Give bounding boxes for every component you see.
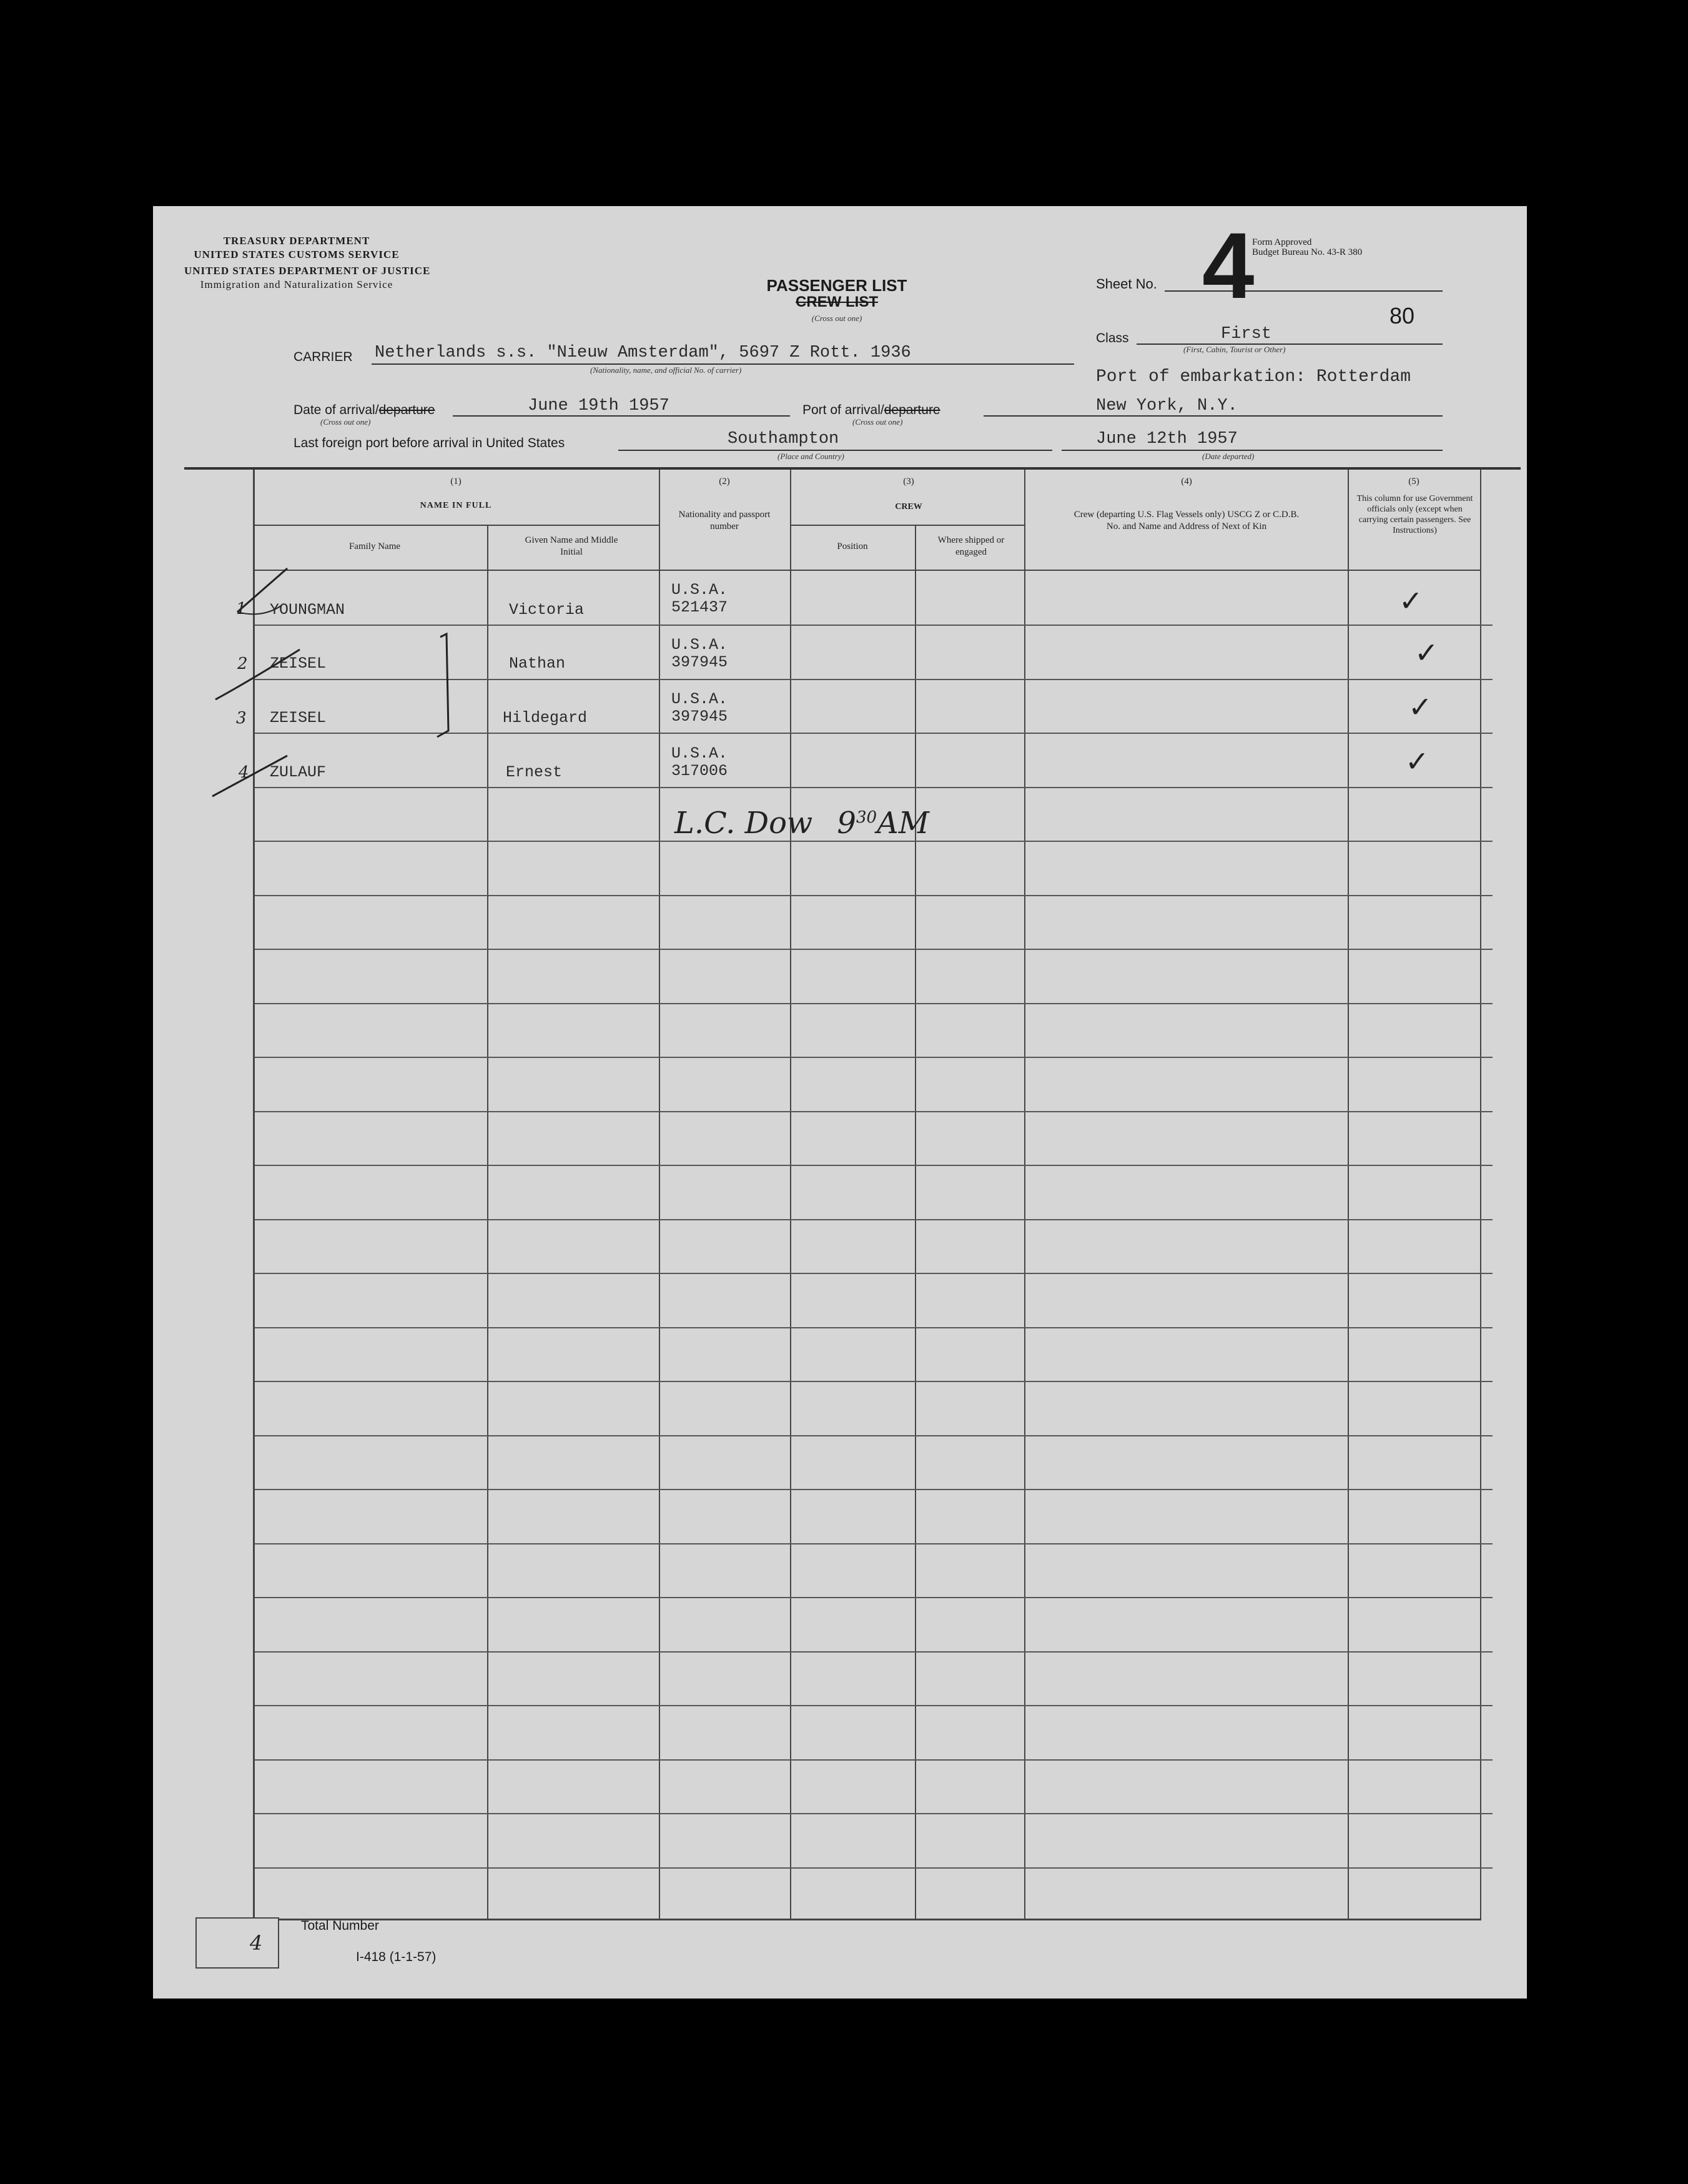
row-line [255,841,1493,842]
row-line [255,1165,1493,1166]
table-bottom-rule [253,1919,1481,1920]
dept-line: Immigration and Naturalization Service [200,279,393,290]
handwritten-marks [200,550,450,812]
given-name: Hildegard [503,709,588,727]
col2-num: (2) [719,477,730,487]
col4-num: (4) [1181,477,1192,487]
port-value: New York, N.Y. [1096,397,1238,415]
date-label-struck: departure [378,403,435,417]
row-line [255,1273,1493,1274]
row-line [255,949,1493,950]
form-sheet [153,206,1527,1999]
col5-header: This column for use Government officials only (except when carrying certain passengers. See Instructions) [1356,494,1473,535]
total-value: 4 [250,1931,263,1955]
signature-time-sup: 30 [856,808,877,827]
page-number: 80 [1389,303,1415,329]
family-name: ZEISEL [270,709,327,727]
form-approved: Form Approved [1252,237,1312,247]
col3b-header: Where shipped or engaged [937,535,1005,557]
date-underline [453,415,790,417]
given-name: Nathan [509,655,566,673]
official-check: ✓ [1399,584,1423,618]
row-line [255,1435,1493,1436]
row-line [255,1381,1493,1382]
row-number: 4 [239,763,249,782]
subheader-line [791,525,1024,526]
cross-out-note: (Cross out one) [811,314,862,323]
subheader-line [255,525,659,526]
col-divider [1024,470,1025,1920]
date-departed-note: (Date departed) [1202,452,1255,461]
date-departed-underline [1062,450,1443,451]
col4-header: Crew (departing U.S. Flag Vessels only) USCG Z or C.D.B. No. and Name and Address of Next of Kin [1074,510,1300,531]
col-divider [487,525,488,1920]
carrier-underline [372,363,1074,365]
last-port-value: Southampton [728,430,839,448]
row-line [255,1111,1493,1112]
col5-num: (5) [1408,477,1419,487]
class-label: Class [1096,331,1129,345]
nationality: U.S.A. [671,744,728,763]
row-line [255,1489,1493,1490]
sheet-number: 4 [1202,213,1255,318]
col-divider [659,470,660,1920]
row-line [255,895,1493,896]
row-number: 2 [237,655,248,673]
col1b-header: Given Name and Middle Initial [525,535,618,557]
col-divider [1480,470,1481,1920]
dept-line: UNITED STATES DEPARTMENT OF JUSTICE [184,265,431,277]
port-label-struck: departure [884,403,940,417]
form-title-struck: CREW LIST [796,294,878,310]
family-name: ZEISEL [270,655,327,673]
col1-num: (1) [450,477,461,487]
col-divider [790,470,791,1920]
dept-header [184,234,431,292]
given-name: Victoria [509,601,585,619]
signature-time: 9 [837,806,856,841]
row-line [255,1219,1493,1220]
row-line [255,1813,1493,1814]
row-line [255,1759,1493,1761]
row-line [255,1651,1493,1653]
passport-number: 521437 [671,598,728,616]
total-label: Total Number [301,1919,379,1933]
class-value: First [1221,325,1272,343]
row-number: 1 [236,600,247,618]
port-label [802,403,940,418]
nationality: U.S.A. [671,690,728,708]
official-check: ✓ [1408,690,1433,724]
signature-time-suffix: AM [877,806,929,841]
date-cross-note: (Cross out one) [320,417,371,427]
col2-header: Nationality and passport number [678,510,771,531]
family-name: YOUNGMAN [270,601,345,619]
carrier-value: Netherlands s.s. "Nieuw Amsterdam", 5697 Z Rott. 1936 [375,343,911,362]
row-line [255,1705,1493,1706]
date-departed-value: June 12th 1957 [1096,430,1238,448]
nationality: U.S.A. [671,581,728,599]
family-name: ZULAUF [270,763,327,781]
carrier-note: (Nationality, name, and official No. of carrier) [590,365,742,375]
col1-title: NAME IN FULL [420,501,492,510]
signature-name: L.C. Dow [674,806,813,841]
row-line [255,1003,1493,1004]
nationality: U.S.A. [671,636,728,654]
col3a-header: Position [837,541,868,551]
total-box [195,1917,279,1969]
col1a-header: Family Name [348,541,401,551]
class-underline [1137,343,1443,345]
col-divider [915,525,916,1920]
port-underline [984,415,1443,417]
official-check: ✓ [1414,636,1439,670]
inspector-signature [674,806,929,841]
dept-line: TREASURY DEPARTMENT [223,235,370,247]
sheet-label: Sheet No. [1096,276,1157,292]
row-line [255,1057,1493,1058]
port-cross-note: (Cross out one) [852,417,903,427]
row-line [255,1867,1493,1869]
port-label-prefix: Port of arrival/ [802,403,884,417]
budget-bureau: Budget Bureau No. 43-R 380 [1252,247,1363,257]
official-check: ✓ [1405,744,1429,778]
last-port-label: Last foreign port before arrival in United States [294,436,565,450]
passport-number: 317006 [671,762,728,780]
col3-title: CREW [895,502,922,511]
last-port-underline [618,450,1052,451]
row-line [255,1597,1493,1598]
form-title: PASSENGER LIST [766,276,907,295]
date-label [294,403,435,418]
form-code: I-418 (1-1-57) [356,1950,437,1964]
row-line [255,1327,1493,1328]
row-line [255,1543,1493,1544]
passport-number: 397945 [671,653,728,671]
table-top-rule [184,467,1521,470]
row-number: 3 [236,709,247,728]
carrier-label: CARRIER [294,350,353,364]
class-note: (First, Cabin, Tourist or Other) [1183,345,1286,354]
passport-number: 397945 [671,708,728,726]
date-label-prefix: Date of arrival/ [294,403,379,417]
col3-num: (3) [903,477,914,487]
last-port-note: (Place and Country) [777,452,844,461]
dept-line: UNITED STATES CUSTOMS SERVICE [194,249,400,260]
date-value: June 19th 1957 [528,397,669,415]
port-embarkation: Port of embarkation: Rotterdam [1096,367,1411,387]
col-divider [1348,470,1349,1920]
given-name: Ernest [506,763,563,781]
